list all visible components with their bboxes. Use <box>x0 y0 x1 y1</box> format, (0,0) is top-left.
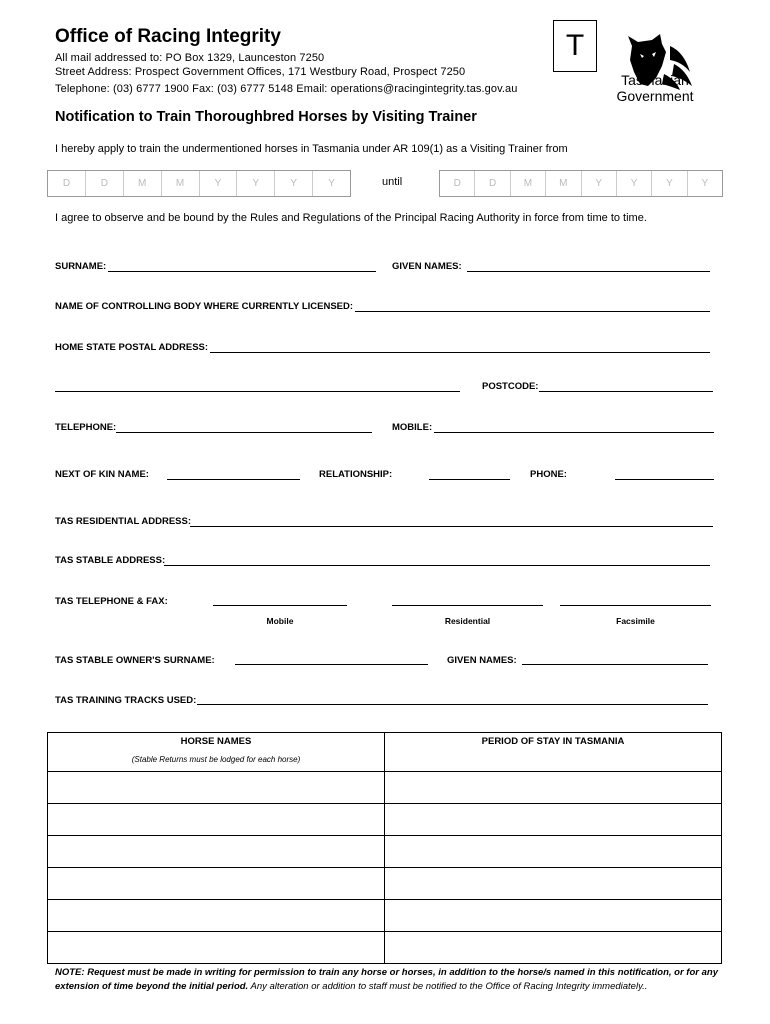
horses-table <box>47 732 722 964</box>
date-cell[interactable]: D <box>440 171 475 196</box>
horse-name-cell[interactable] <box>48 772 385 804</box>
telephone-field[interactable] <box>116 432 372 433</box>
page-title: Office of Racing Integrity <box>55 26 281 47</box>
date-cell[interactable]: M <box>124 171 162 196</box>
logo-text-line2: Government <box>616 88 694 104</box>
date-cell[interactable]: D <box>86 171 124 196</box>
date-cell[interactable]: Y <box>237 171 275 196</box>
stable-returns-note: (Stable Returns must be lodged for each horse) <box>131 755 301 764</box>
phone-field[interactable] <box>615 479 714 480</box>
next-of-kin-label: NEXT OF KIN NAME: <box>55 469 149 480</box>
date-cell[interactable]: M <box>162 171 200 196</box>
intro-text: I hereby apply to train the undermentioned horses in Tasmania under AR 109(1) as a Visiting Trainer from <box>55 143 568 155</box>
from-date-input[interactable] <box>47 170 351 197</box>
date-cell[interactable]: D <box>475 171 510 196</box>
agreement-text: I agree to observe and be bound by the Rules and Regulations of the Principal Racing Authority in force from time to time. <box>55 212 647 224</box>
owner-given-names-label: GIVEN NAMES: <box>447 655 517 666</box>
next-of-kin-field[interactable] <box>167 479 300 480</box>
tas-residential-label: TAS RESIDENTIAL ADDRESS: <box>55 516 192 527</box>
postcode-field[interactable] <box>539 391 713 392</box>
mobile-field[interactable] <box>434 432 714 433</box>
mobile-sublabel: Mobile <box>266 616 294 626</box>
period-cell[interactable] <box>385 836 722 868</box>
table-row <box>48 900 722 932</box>
date-cell[interactable]: Y <box>617 171 652 196</box>
street-address: Street Address: Prospect Government Offices, 171 Westbury Road, Prospect 7250 <box>55 66 466 78</box>
until-date-input[interactable] <box>439 170 723 197</box>
home-address-label: HOME STATE POSTAL ADDRESS: <box>55 342 209 353</box>
surname-label: SURNAME: <box>55 261 107 272</box>
telephone-label: TELEPHONE: <box>55 422 117 433</box>
residential-sublabel: Residential <box>444 616 491 626</box>
date-cell[interactable]: Y <box>328 178 335 189</box>
footer-note <box>55 966 720 994</box>
table-row <box>48 772 722 804</box>
period-cell[interactable] <box>385 900 722 932</box>
table-row <box>48 836 722 868</box>
mobile-label: MOBILE: <box>392 422 433 433</box>
given-names-field[interactable] <box>467 271 710 272</box>
tas-mobile-field[interactable] <box>213 605 347 606</box>
horse-names-header <box>48 733 385 772</box>
horse-name-cell[interactable] <box>48 836 385 868</box>
date-cell[interactable]: M <box>546 171 581 196</box>
training-tracks-field[interactable] <box>197 704 708 705</box>
tas-residential-phone-field[interactable] <box>392 605 543 606</box>
note-rest-text: Any alteration or addition to staff must be notified to the Office of Racing Integrity immediately.. <box>250 981 648 992</box>
date-cell[interactable]: M <box>511 171 546 196</box>
relationship-field[interactable] <box>429 479 510 480</box>
horse-name-cell[interactable] <box>48 932 385 964</box>
date-cell[interactable]: D <box>48 171 86 196</box>
tas-stable-address-field[interactable] <box>164 565 710 566</box>
date-cell[interactable]: Y <box>701 178 709 189</box>
horse-name-cell[interactable] <box>48 868 385 900</box>
horse-name-cell[interactable] <box>48 900 385 932</box>
owner-surname-label: TAS STABLE OWNER'S SURNAME: <box>55 655 215 666</box>
period-heading: PERIOD OF STAY IN TASMANIA <box>481 736 625 747</box>
tas-residential-field[interactable] <box>190 526 713 527</box>
table-row <box>48 804 722 836</box>
date-cell[interactable]: Y <box>275 171 313 196</box>
phone-label: PHONE: <box>530 469 567 480</box>
form-code-box: T <box>553 20 597 72</box>
controlling-body-label: NAME OF CONTROLLING BODY WHERE CURRENTLY LICENSED: <box>55 301 354 312</box>
note-label: NOTE: <box>55 967 85 978</box>
horse-names-heading: HORSE NAMES <box>180 736 252 747</box>
period-cell[interactable] <box>385 868 722 900</box>
table-row <box>48 932 722 964</box>
horse-name-cell[interactable] <box>48 804 385 836</box>
table-header-row <box>48 733 722 772</box>
training-tracks-label: TAS TRAINING TRACKS USED: <box>55 695 197 706</box>
date-cell[interactable]: Y <box>200 171 238 196</box>
owner-surname-field[interactable] <box>235 664 428 665</box>
controlling-body-field[interactable] <box>355 311 710 312</box>
tas-tel-fax-label: TAS TELEPHONE & FAX: <box>55 596 168 607</box>
form-subtitle: Notification to Train Thoroughbred Horses by Visiting Trainer <box>55 109 477 125</box>
period-cell[interactable] <box>385 804 722 836</box>
given-names-label: GIVEN NAMES: <box>392 261 462 272</box>
table-row <box>48 868 722 900</box>
tas-stable-address-label: TAS STABLE ADDRESS: <box>55 555 166 566</box>
mail-address: All mail addressed to: PO Box 1329, Launceston 7250 <box>55 52 325 64</box>
period-cell[interactable] <box>385 772 722 804</box>
contact-details: Telephone: (03) 6777 1900 Fax: (03) 6777 5148 Email: operations@racingintegrity.tas.gov.au <box>55 83 518 95</box>
relationship-label: RELATIONSHIP: <box>319 469 393 480</box>
period-cell[interactable] <box>385 932 722 964</box>
period-header <box>385 733 722 772</box>
note-bold-text: Request must be made in writing for permission to train any horse or horses, in addition to the horse/s named in this notification, or for any extension of time beyond the initial period. <box>55 967 718 992</box>
owner-given-names-field[interactable] <box>522 664 708 665</box>
postcode-label: POSTCODE: <box>482 381 539 392</box>
until-label: until <box>382 176 403 188</box>
tas-fax-field[interactable] <box>560 605 711 606</box>
date-cell[interactable]: Y <box>582 171 617 196</box>
facsimile-sublabel: Facsimile <box>616 616 655 626</box>
surname-field[interactable] <box>108 271 376 272</box>
home-address-line2-field[interactable] <box>55 391 460 392</box>
date-cell[interactable]: Y <box>652 171 687 196</box>
home-address-field[interactable] <box>210 352 710 353</box>
logo-text-line1: Tasmanian <box>621 72 689 88</box>
